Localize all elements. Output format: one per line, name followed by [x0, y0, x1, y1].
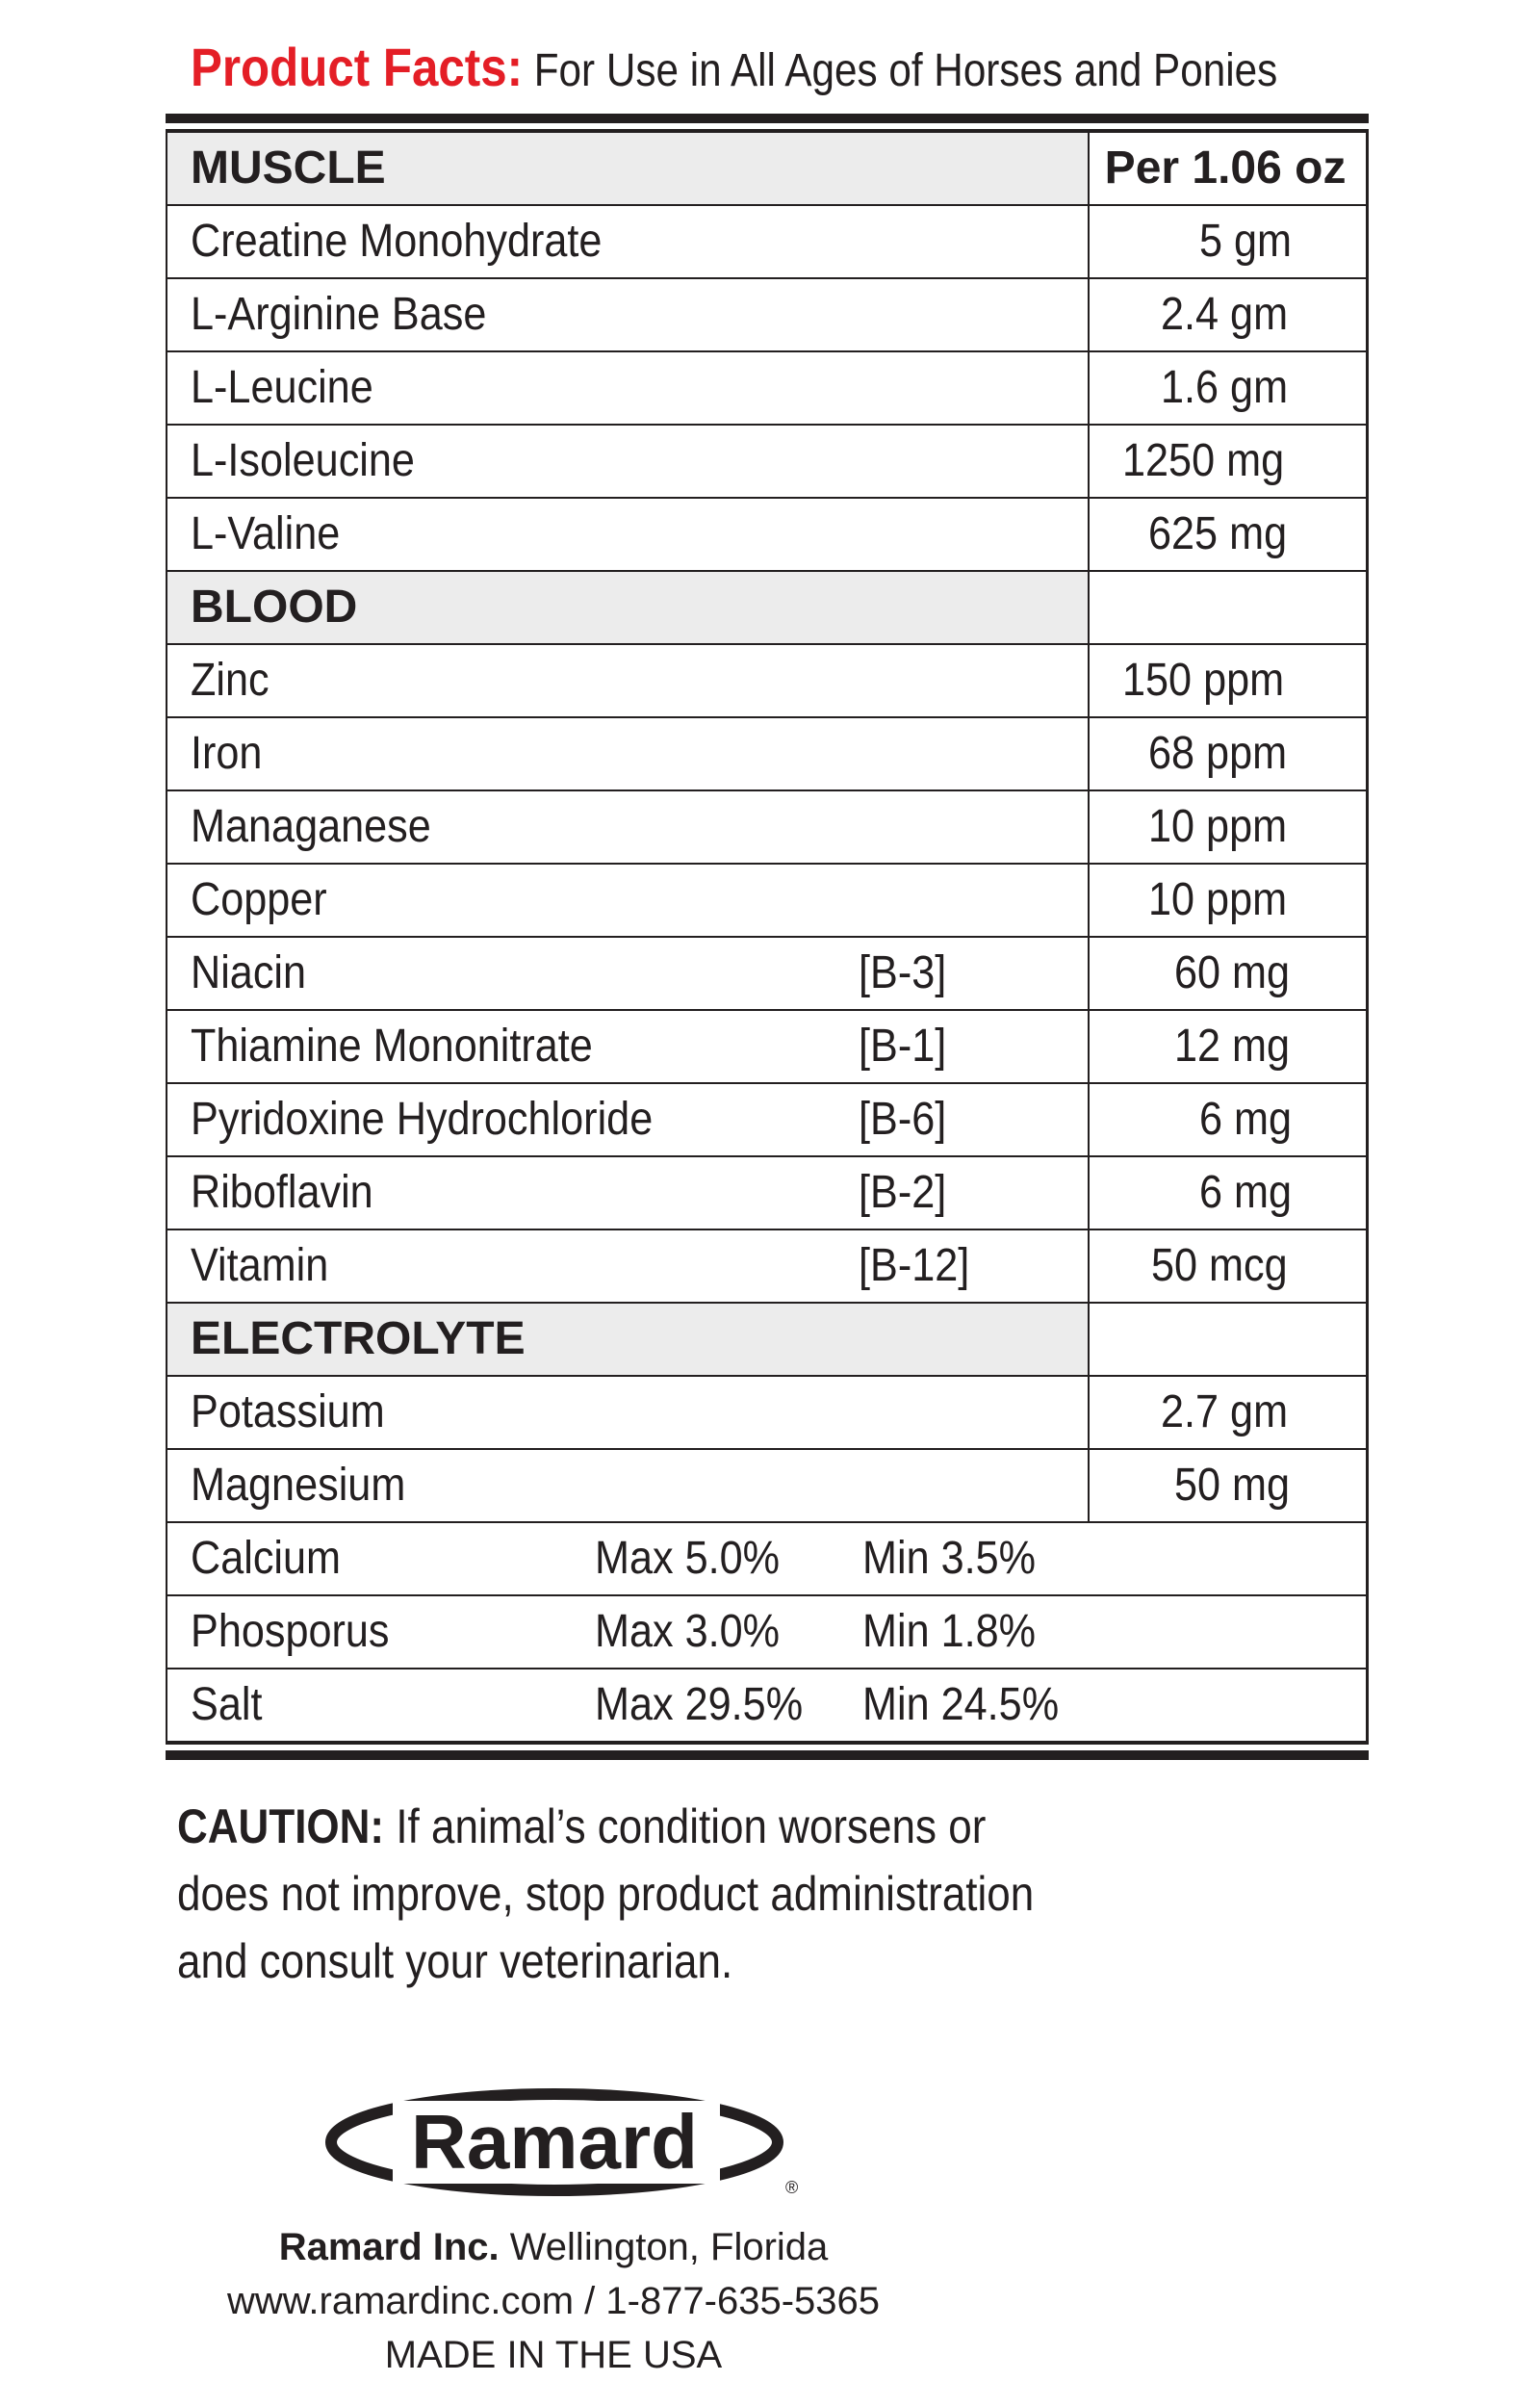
vitamin-code: [B-12] [859, 1240, 970, 1291]
ingredient-name: Creatine Monohydrate [191, 216, 603, 267]
ingredient-amount: 625 mg [1147, 508, 1287, 559]
caution-label: CAUTION: [177, 1799, 385, 1853]
ingredient-name: L-Arginine Base [191, 289, 487, 340]
footer-origin: MADE IN THE USA [384, 2334, 723, 2376]
amount-header: Per 1.06 oz [1104, 142, 1347, 194]
range-row [167, 1669, 1366, 1741]
ingredient-amount: 2.7 gm [1161, 1386, 1289, 1437]
range-row [167, 1523, 1366, 1596]
ramard-logo [325, 2087, 799, 2197]
range-row [167, 1596, 1366, 1669]
table-row [167, 1011, 1366, 1084]
product-facts-heading [191, 33, 1278, 106]
ingredient-name: Managanese [191, 801, 431, 852]
section-header-muscle [167, 133, 1366, 206]
range-max: Max 29.5% [595, 1679, 804, 1730]
table-row [167, 865, 1366, 938]
table-bottom-rule [166, 1750, 1369, 1760]
ingredient-name: Vitamin [191, 1240, 329, 1291]
range-name: Calcium [191, 1533, 342, 1584]
ingredient-name: Thiamine Mononitrate [191, 1021, 593, 1072]
ingredient-name: Magnesium [191, 1460, 406, 1511]
section-title-blood: BLOOD [167, 572, 1090, 643]
ingredient-amount: 10 ppm [1147, 801, 1287, 852]
table-row [167, 938, 1366, 1011]
table-row [167, 1377, 1366, 1450]
table-row [167, 1450, 1366, 1523]
product-facts-table [166, 114, 1369, 1760]
range-max: Max 5.0% [595, 1533, 781, 1584]
ingredient-name: L-Leucine [191, 362, 373, 413]
heading-subtitle: For Use in All Ages of Horses and Ponies [533, 45, 1278, 96]
heading-title: Product Facts: [191, 37, 524, 97]
ingredient-name: Zinc [191, 655, 270, 706]
ingredient-amount: 1250 mg [1122, 435, 1285, 486]
vitamin-code: [B-2] [859, 1167, 947, 1218]
ingredient-amount: 2.4 gm [1161, 289, 1289, 340]
footer-location: Wellington, Florida [499, 2226, 829, 2268]
caution-text: If animal’s condition worsens or does not improve, stop product administration and consult your veterinarian. [177, 1799, 1035, 1988]
table-row [167, 1084, 1366, 1157]
logo-wordmark: Ramard [411, 2099, 698, 2185]
table-row [167, 206, 1366, 279]
range-name: Phosporus [191, 1606, 390, 1657]
table-row [167, 279, 1366, 352]
empty-amount-cell [1090, 572, 1366, 643]
table-row [167, 426, 1366, 499]
ingredient-name: Riboflavin [191, 1167, 373, 1218]
footer-contact: www.ramardinc.com / 1-877-635-5365 [226, 2280, 881, 2322]
ingredient-amount: 6 mg [1199, 1094, 1293, 1145]
section-header-blood [167, 572, 1366, 645]
table-top-rule [166, 114, 1369, 123]
ingredient-name: Potassium [191, 1386, 385, 1437]
table-row [167, 1157, 1366, 1230]
registered-mark: ® [785, 2178, 799, 2197]
ingredient-amount: 5 gm [1199, 216, 1293, 267]
range-min: Min 1.8% [862, 1606, 1037, 1657]
empty-amount-cell [1090, 1304, 1366, 1375]
ingredient-amount: 150 ppm [1122, 655, 1285, 706]
ingredient-name: L-Isoleucine [191, 435, 415, 486]
section-title-electrolyte: ELECTROLYTE [167, 1304, 1090, 1375]
ingredient-amount: 1.6 gm [1161, 362, 1289, 413]
table-row [167, 499, 1366, 572]
ingredient-name: Iron [191, 728, 263, 779]
range-name: Salt [191, 1679, 263, 1730]
table-grid [166, 133, 1369, 1741]
ingredient-amount: 10 ppm [1147, 874, 1287, 925]
ingredient-amount: 68 ppm [1147, 728, 1287, 779]
section-header-electrolyte [167, 1304, 1366, 1377]
footer-company-line [0, 2220, 1107, 2274]
ingredient-amount: 60 mg [1173, 947, 1290, 998]
vitamin-code: [B-3] [859, 947, 947, 998]
table-row [167, 718, 1366, 791]
ingredient-amount: 50 mcg [1150, 1240, 1288, 1291]
table-bottom-thin-rule [166, 1741, 1369, 1745]
table-row [167, 1230, 1366, 1304]
ingredient-name: Copper [191, 874, 327, 925]
table-row [167, 352, 1366, 426]
footer-company: Ramard Inc. [278, 2226, 500, 2268]
ingredient-name: L-Valine [191, 508, 341, 559]
section-title-muscle: MUSCLE [167, 133, 1090, 204]
ingredient-name: Pyridoxine Hydrochloride [191, 1094, 654, 1145]
vitamin-code: [B-1] [859, 1021, 947, 1072]
caution-note [177, 1793, 1188, 1995]
vitamin-code: [B-6] [859, 1094, 947, 1145]
ingredient-name: Niacin [191, 947, 307, 998]
ingredient-amount: 12 mg [1173, 1021, 1290, 1072]
table-row [167, 645, 1366, 718]
table-row [167, 791, 1366, 865]
ingredient-amount: 50 mg [1173, 1460, 1290, 1511]
range-max: Max 3.0% [595, 1606, 781, 1657]
range-min: Min 24.5% [862, 1679, 1060, 1730]
ingredient-amount: 6 mg [1199, 1167, 1293, 1218]
range-min: Min 3.5% [862, 1533, 1037, 1584]
